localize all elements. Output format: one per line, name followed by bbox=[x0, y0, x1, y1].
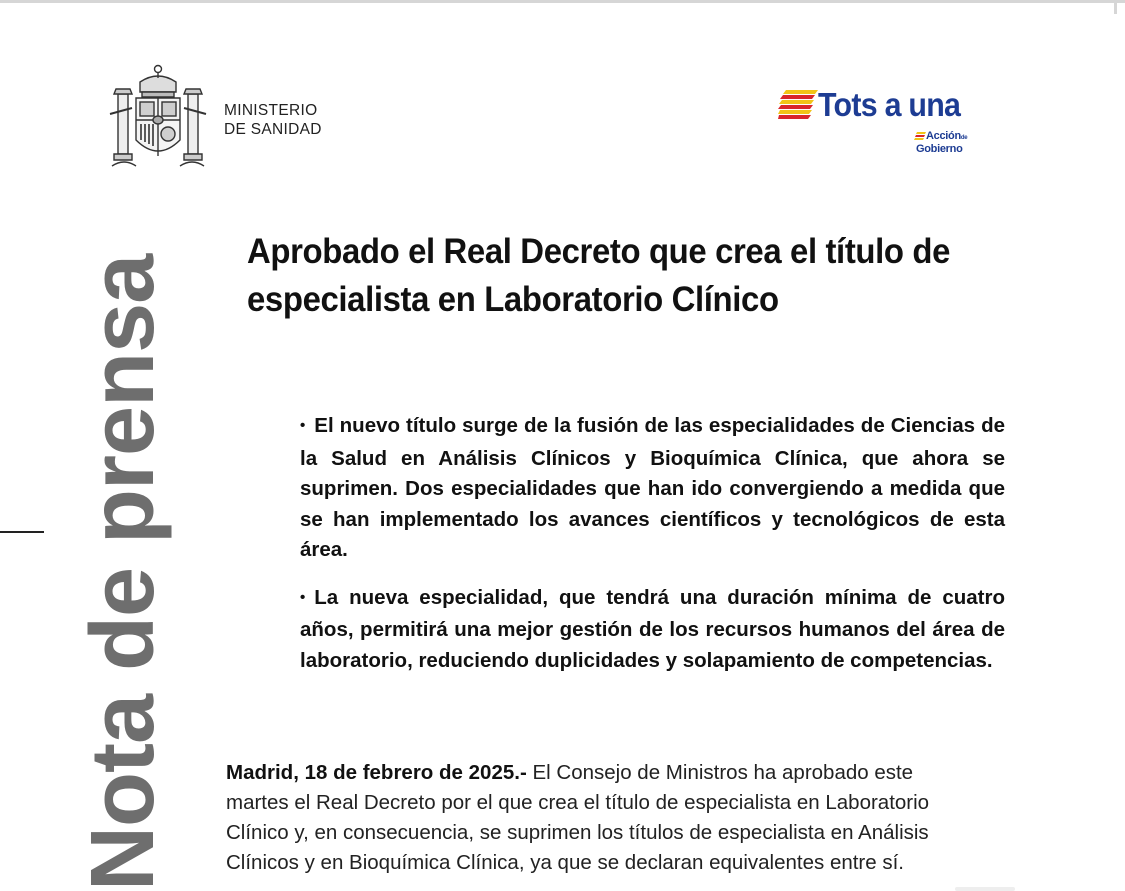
page-corner-mark bbox=[955, 887, 1015, 891]
summary-bullet-text: La nueva especialidad, que tendrá una duración mínima de cuatro años, permitirá una mejor gestión de los recursos humanos del área de laboratorio, reduciendo duplicidades y solapamiento de competencias. bbox=[300, 585, 1005, 672]
body-line-2: martes el Real Decreto por el que crea el título de especialista en Laboratorio bbox=[226, 791, 930, 814]
accion-label: Acción bbox=[926, 130, 961, 142]
headline bbox=[247, 228, 1007, 324]
summary-bullet-text: El nuevo título surge de la fusión de las especialidades de Ciencias de la Salud en Análisis Clínicos y Bioquímica Clínica, que ahora se suprimen. Dos especialidades que han ido convergiendo a medida que se han implementado los avances científicos y tecnológicos de esta área. bbox=[300, 414, 1005, 561]
flag-stripes-icon bbox=[778, 90, 818, 122]
side-divider bbox=[0, 531, 44, 533]
summary-bullet bbox=[300, 583, 1005, 677]
ministry-line-1: MINISTERIO bbox=[224, 102, 318, 119]
campaign-logo bbox=[778, 86, 978, 166]
accion-gobierno-badge bbox=[914, 130, 976, 160]
ministry-name bbox=[224, 101, 322, 139]
headline-line-2: especialista en Laboratorio Clínico bbox=[247, 280, 779, 319]
body-line-4: Clínicos y en Bioquímica Clínica, ya que se declaran equivalentes entre sí. bbox=[226, 851, 905, 874]
campaign-title: Tots a una bbox=[818, 86, 961, 123]
dateline: Madrid, 18 de febrero de 2025.- bbox=[226, 761, 527, 784]
top-border bbox=[0, 0, 1125, 3]
accion-de-label: de bbox=[960, 135, 968, 141]
summary-bullets bbox=[300, 411, 1005, 693]
body-paragraph bbox=[226, 758, 1006, 878]
spain-coat-of-arms-icon bbox=[104, 62, 212, 172]
ministry-line-2: DE SANIDAD bbox=[224, 121, 322, 138]
press-release-vertical-label: Nota de prensa bbox=[73, 254, 173, 891]
body-line-3: Clínico y, en consecuencia, se suprimen los títulos de especialista en Análisis bbox=[226, 821, 929, 844]
top-border-corner bbox=[1114, 0, 1117, 14]
summary-bullet bbox=[300, 411, 1005, 566]
small-flag-icon bbox=[914, 132, 926, 141]
body-line-1: El Consejo de Ministros ha aprobado este bbox=[526, 761, 914, 784]
bullet-icon: • bbox=[300, 588, 306, 606]
bullet-icon: • bbox=[300, 417, 306, 434]
gobierno-label: Gobierno bbox=[916, 143, 963, 155]
headline-line-1: Aprobado el Real Decreto que crea el título de bbox=[247, 232, 951, 271]
